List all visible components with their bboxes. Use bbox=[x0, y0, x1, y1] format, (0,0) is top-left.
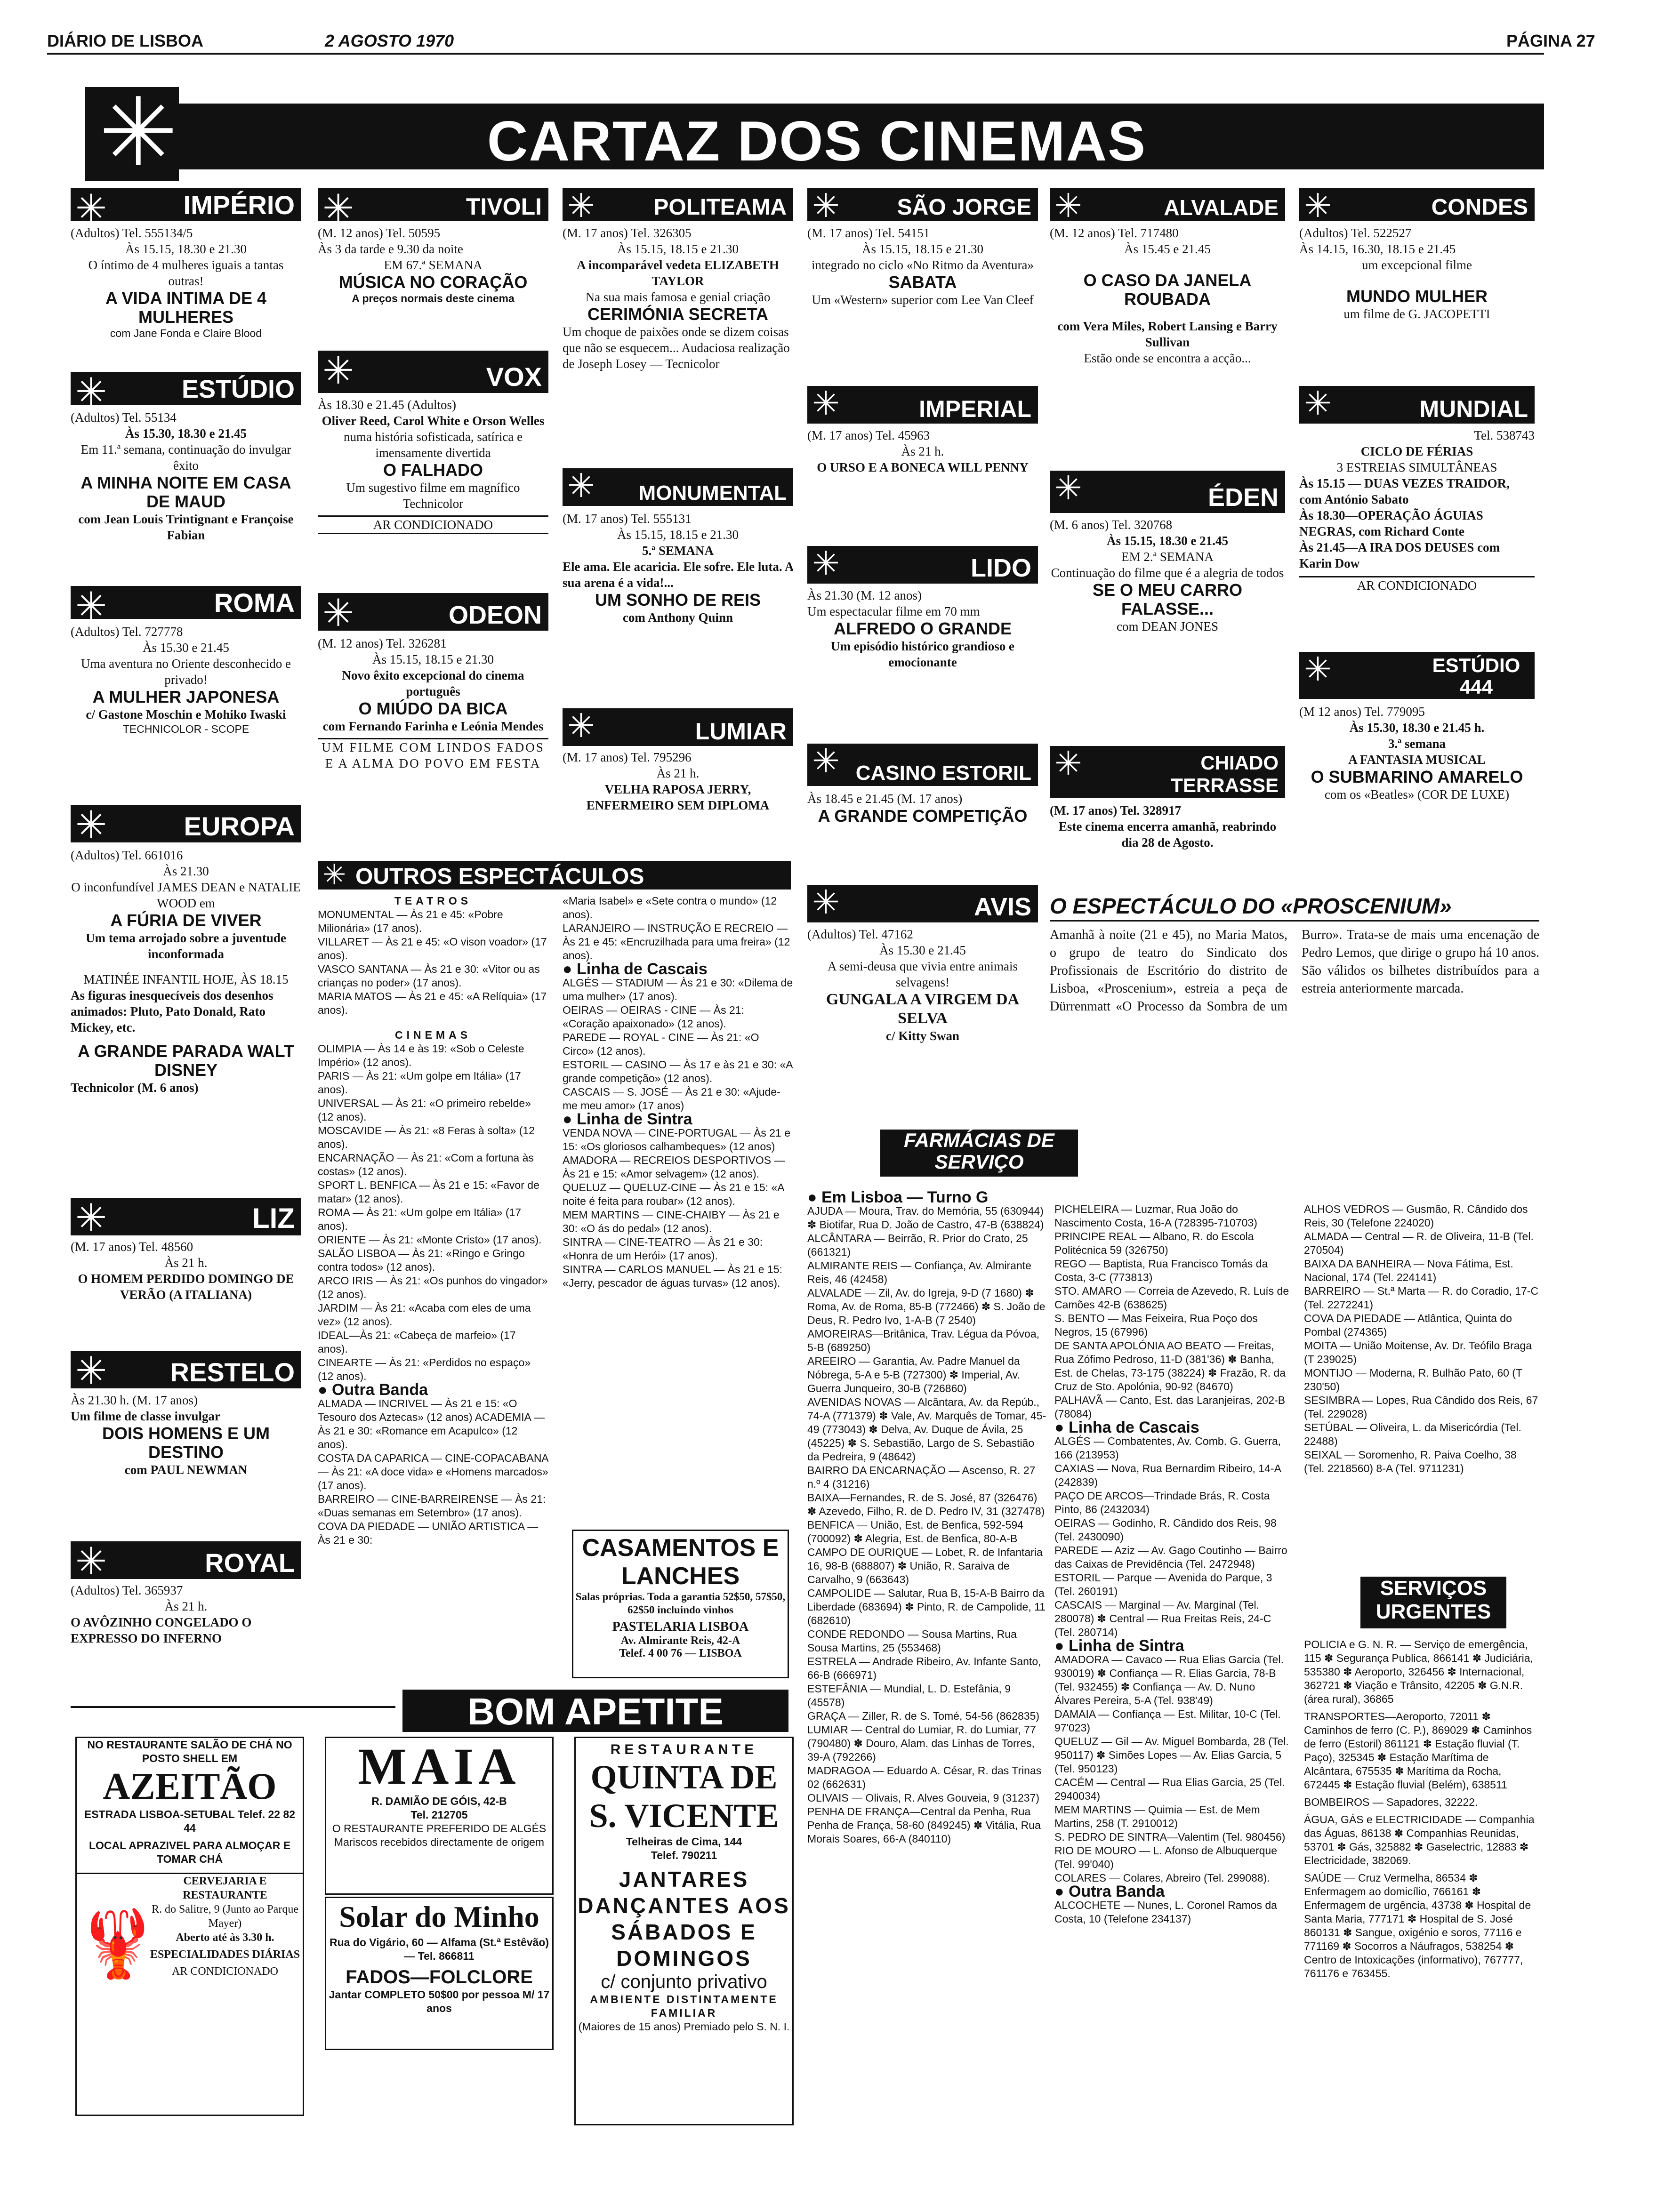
film-title: O CASO DA JANELA ROUBADA bbox=[1083, 271, 1252, 309]
lido-listing: Às 21.30 (M. 12 anos) Um espectacular filme em 70 mm ALFREDO O GRANDE Um episódio histórico grandioso e emocionante bbox=[807, 587, 1038, 724]
proscenium-article: O ESPECTÁCULO DO «PROSCENIUM» Amanhã à noite (21 e 45), no Maria Matos, o grupo de teatro do Sindicato dos Profissionais de Escritório do distrito de Lisboa, «Proscenium», estreia a peça de Dürrenmatt «O Processo da Sombra de um Burro». Trata-se de mais uma encenação de Pedro Lemos, que dirige o grupo há 10 anos. São válidos os bilhetes distribuídos para a estreia anteriormente marcada. bbox=[1050, 892, 1539, 1071]
estudio444-listing: (M 12 anos) Tel. 779095 Às 15.30, 18.30 e 21.45 h. 3.ª semana A FANTASIA MUSICAL O SUBMARINO AMARELO com os «Beatles» (COR DE LUXE) bbox=[1299, 704, 1535, 873]
politeama-header: ✳ POLITEAMA bbox=[563, 188, 793, 221]
lido-header: ✳ LIDO bbox=[807, 546, 1038, 584]
banner-star-box bbox=[85, 78, 179, 187]
page-number: PÁGINA 27 bbox=[1506, 31, 1595, 50]
asterisk-icon: ✳ bbox=[567, 708, 595, 745]
royal-header: ✳ ROYAL bbox=[71, 1541, 301, 1579]
asterisk-icon: ✳ bbox=[812, 546, 840, 583]
film-title: GUNGALA A VIRGEM DA SELVA bbox=[826, 991, 1020, 1027]
solar-minho-ad: Solar do Minho Rua do Vigário, 60 — Alfama (St.ª Estêvão) — Tel. 866811 FADOS—FOLCLORE Jantar COMPLETO 50$00 por pessoa M/ 17 anos bbox=[325, 1897, 554, 2050]
estudio-listing: (Adultos) Tel. 55134 Às 15.30, 18.30 e 21.45 Em 11.ª semana, continuação do invulgar êxito A MINHA NOITE EM CASA DE MAUD com Jean Louis Trintignant e Françoise Fabian bbox=[71, 409, 301, 569]
eden-listing: (M. 6 anos) Tel. 320768 Às 15.15, 18.30 e 21.45 EM 2.ª SEMANA Continuação do filme que é a alegria de todos SE O MEU CARRO FALASSE... com DEAN JONES bbox=[1050, 517, 1285, 724]
roma-header: ✳ ROMA bbox=[71, 586, 301, 619]
imperio-header: ✳ IMPÉRIO bbox=[71, 188, 301, 221]
alvalade-header: ✳ ALVALADE bbox=[1050, 188, 1285, 221]
lumiar-header: ✳ LUMIAR bbox=[563, 708, 793, 746]
apetite-rule bbox=[71, 1706, 395, 1708]
maia-ad: MAIA R. DAMIÃO DE GÓIS, 42-B Tel. 212705 O RESTAURANTE PREFERIDO DE ALGÉS Mariscos recebidos directamente de origem bbox=[325, 1737, 554, 1895]
imperio-listing: (Adultos) Tel. 555134/5 Às 15.15, 18.30 e 21.30 O íntimo de 4 mulheres iguais a tantas outras! A VIDA INTIMA DE 4 MULHERES com Jane Fonda e Claire Blood bbox=[71, 225, 301, 361]
asterisk-icon: ✳ bbox=[322, 351, 354, 393]
casino-header: ✳ CASINO ESTORIL bbox=[807, 744, 1038, 786]
asterisk-icon: ✳ bbox=[322, 861, 346, 890]
liz-header: ✳ LIZ bbox=[71, 1198, 301, 1235]
politeama-listing: (M. 17 anos) Tel. 326305 Às 15.15, 18.15 e 21.30 A incomparável vedeta ELIZABETH TAYLOR Na sua mais famosa e genial criação CERIMÓNIA SECRETA Um choque de paixões onde se dizem coisas que não se esquecem... Audaciosa realização de Joseph Losey — Tecnicolor bbox=[563, 225, 793, 451]
film-title: A GRANDE PARADA WALT DISNEY bbox=[78, 1042, 294, 1080]
farmacias-col3: ALHOS VEDROS — Gusmão, R. Cândido dos Reis, 30 (Telefone 224020) ALMADA — Central — R. de Oliveira, 11-B (Tel. 270504) BAIXA DA BANHEIRA — Nova Fátima, Est. Nacional, 174 (Tel. 224141) BARREIRO — St.ª Marta — R. do Coradio, 17-C (Tel. 2272241) COVA DA PIEDADE — Atlântica, Quinta do Pombal (274365) MOITA — União Moitense, Av. Dr. Teófilo Braga (T 239025) MONTIJO — Moderna, R. Bulhão Pato, 60 (T 230'50) SESIMBRA — Lopes, Rua Cândido dos Reis, 67 (Tel. 229028) SETÚBAL — Oliveira, L. da Misericórdia (Tel. 22488) SEIXAL — Soromenho, R. Paiva Coelho, 38 (Tel. 2218560) 8-A (Tel. 9711231) bbox=[1304, 1203, 1539, 1475]
newspaper-name: DIÁRIO DE LISBOA bbox=[47, 31, 204, 50]
asterisk-icon: ✳ bbox=[567, 188, 595, 221]
chiado-header: ✳ CHIADO TERRASSE bbox=[1050, 746, 1285, 798]
mundial-listing: Tel. 538743 CICLO DE FÉRIAS 3 ESTREIAS SIMULTÂNEAS Às 15.15 — DUAS VEZES TRAIDOR, com António Sabato Às 18.30—OPERAÇÃO ÁGUIAS NEGRAS, com Richard Conte Às 21.45—A IRA DOS DEUSES com Karin Dow AR CONDICIONADO bbox=[1299, 428, 1535, 593]
casamentos-ad: CASAMENTOS E LANCHES Salas próprias. Toda a garantia 52$50, 57$50, 62$50 incluindo vinhos PASTELARIA LISBOA Av. Almirante Reis, 42-A Telef. 4 00 76 — LISBOA bbox=[572, 1530, 789, 1678]
bom-apetite-title: BOM APETITE bbox=[402, 1690, 788, 1732]
asterisk-icon: ✳ bbox=[75, 586, 107, 619]
casino-listing: Às 18.45 e 21.45 (M. 17 anos) A GRANDE COMPETIÇÃO bbox=[807, 791, 1038, 861]
asterisk-icon: ✳ bbox=[75, 1351, 107, 1388]
asterisk-icon: ✳ bbox=[1304, 386, 1332, 423]
asterisk-icon: ✳ bbox=[75, 1541, 107, 1579]
estudio-header: ✳ ESTÚDIO bbox=[71, 372, 301, 405]
film-title: SABATA bbox=[888, 272, 957, 292]
servicos-title: SERVIÇOS URGENTES bbox=[1360, 1577, 1506, 1628]
azeitao-ad: NO RESTAURANTE SALÃO DE CHÁ NO POSTO SHELL EM AZEITÃO ESTRADA LISBOA-SETUBAL Telef. 22 82 44 LOCAL APRAZIVEL PARA ALMOÇAR E TOMAR CHÁ 🦞 CERVEJARIA E RESTAURANTE R. do Salitre, 9 (Junto ao Parque Mayer) Aberto até às 3.30 h. ESPECIALIDADES DIÁRIAS AR CONDICIONADO bbox=[75, 1737, 304, 2116]
asterisk-icon: ✳ bbox=[812, 744, 840, 780]
asterisk-icon: ✳ bbox=[322, 188, 354, 221]
roma-listing: (Adultos) Tel. 727778 Às 15.30 e 21.45 Uma aventura no Oriente desconhecido e privado! A MULHER JAPONESA c/ Gastone Moschin e Mohiko Iwaski TECHNICOLOR - SCOPE bbox=[71, 624, 301, 788]
vox-header: ✳ VOX bbox=[318, 351, 548, 393]
film-title: O URSO E A BONECA WILL PENNY bbox=[817, 460, 1029, 474]
outros-col1: TEATROS MONUMENTAL — Às 21 e 45: «Pobre Milionária» (17 anos). VILLARET — Às 21 e 45: «O vison voador» (17 anos). VASCO SANTANA — Às 21 e 30: «Vitor ou as crianças no poder» (17 anos). MARIA MATOS — Às 21 e 45: «A Relíquia» (17 anos). CINEMAS OLIMPIA — Às 14 e às 19: «Sob o Celeste Império» (12 anos). PARIS — Às 21: «Um golpe em Itália» (17 anos). UNIVERSAL — Às 21: «O primeiro rebelde» (12 anos). MOSCAVIDE — Às 21: «8 Feras à solta» (12 anos). ENCARNAÇÃO — Às 21: «Com a fortuna às costas» (12 anos). SPORT L. BENFICA — Às 21 e 15: «Favor de matar» (12 anos). ROMA — Às 21: «Um golpe em Itália» (17 anos). ORIENTE — Às 21: «Monte Cristo» (17 anos). SALÃO LISBOA — Às 21: «Ringo e Gringo contra todos» (12 anos). ARCO IRIS — Às 21: «Os punhos do vingador» (12 anos). JARDIM — Às 21: «Acaba com eles de uma vez» (12 anos). IDEAL—Às 21: «Cabeça de marfeio» (17 anos). CINEARTE — Às 21: «Perdidos no espaço» (12 anos). ● Outra Banda ALMADA — INCRIVEL — Às 21 e 15: «O Tesouro dos Aztecas» (12 anos) ACADEMIA — Às 21 e 30: «Romance em Acapulco» (12 anos). COSTA DA CAPARICA — CINE-COPACABANA — Às 21: «A doce vida» e «Homens marcados» (17 anos). BARREIRO — CINE-BARREIRENSE — Às 21: «Duas semanas em Setembro» (17 anos). COVA DA PIEDADE — UNIÃO ARTISTICA — Às 21 e 30: bbox=[318, 895, 548, 1546]
asterisk-icon: ✳ bbox=[75, 372, 107, 405]
monumental-header: ✳ MONUMENTAL bbox=[563, 468, 793, 506]
europa-listing: (Adultos) Tel. 661016 Às 21.30 O inconfundível JAMES DEAN e NATALIE WOOD em A FÚRIA DE VIVER Um tema arrojado sobre a juventude inconformada MATINÉE INFANTIL HOJE, ÀS 18.15 As figuras inesquecíveis dos desenhos animados: Pluto, Pato Donald, Rato Mickey, etc. A GRANDE PARADA WALT DISNEY Technicolor (M. 6 anos) bbox=[71, 848, 301, 1095]
film-title: A GRANDE COMPETIÇÃO bbox=[818, 806, 1028, 825]
header-rule bbox=[47, 53, 1544, 55]
avis-listing: (Adultos) Tel. 47162 Às 15.30 e 21.45 A semi-deusa que vivia entre animais selvagens! GUNGALA A VIRGEM DA SELVA c/ Kitty Swan bbox=[807, 926, 1038, 1067]
asterisk-icon: ✳ bbox=[1054, 188, 1082, 221]
asterisk-icon: ✳ bbox=[1054, 471, 1082, 507]
lumiar-listing: (M. 17 anos) Tel. 795296 Às 21 h. VELHA RAPOSA JERRY, ENFERMEIRO SEM DIPLOMA bbox=[563, 749, 793, 843]
asterisk-icon: ✳ bbox=[75, 805, 107, 842]
film-title: UM SONHO DE REIS bbox=[595, 590, 761, 609]
outros-header: ✳ OUTROS ESPECTÁCULOS bbox=[318, 861, 791, 890]
film-title: A VIDA INTIMA DE 4 MULHERES bbox=[105, 289, 267, 327]
film-title: A FÚRIA DE VIVER bbox=[110, 911, 262, 930]
chiado-listing: (M. 17 anos) Tel. 328917 Este cinema encerra amanhã, reabrindo dia 28 de Agosto. bbox=[1050, 803, 1277, 850]
asterisk-icon: ✳ bbox=[75, 1198, 107, 1235]
quinta-vicente-ad: RESTAURANTE QUINTA DE S. VICENTE Telheiras de Cima, 144 Telef. 790211 JANTARES DANÇANTES AOS SÁBADOS E DOMINGOS c/ conjunto privativo AMBIENTE DISTINTAMENTE FAMILIAR (Maiores de 15 anos) Premiado pelo S. N. I. bbox=[574, 1737, 794, 2125]
film-title: A MINHA NOITE EM CASA DE MAUD bbox=[80, 473, 291, 511]
mundial-header: ✳ MUNDIAL bbox=[1299, 386, 1535, 424]
saojorge-listing: (M. 17 anos) Tel. 54151 Às 15.15, 18.15 e 21.30 integrado no ciclo «No Ritmo da Aventura» SABATA Um «Western» superior com Lee Van Cleef bbox=[807, 225, 1038, 380]
tivoli-listing: (M. 12 anos) Tel. 50595 Às 3 da tarde e 9.30 da noite EM 67.ª SEMANA MÚSICA NO CORAÇÃO A preços normais deste cinema bbox=[318, 225, 548, 343]
asterisk-icon: ✳ bbox=[1304, 188, 1332, 221]
farmacias-col1: ● Em Lisboa — Turno G AJUDA — Moura, Trav. do Memória, 55 (630944) ✽ Biotifar, Rua D. João de Castro, 47-B (638824) ALCÂNTARA — Beirrão, R. Prior do Crato, 25 (661321) ALMIRANTE REIS — Confiança, Av. Almirante Reis, 46 (42458) ALVALADE — Zil, Av. do Igreja, 9-D (7 1680) ✽ Roma, Av. de Roma, 85-B (772466) ✽ S. João de Deus, R. Pedro Ivo, 1-A-B (7 2540) AMOREIRAS—Britânica, Trav. Légua da Póvoa, 5-B (689250) AREEIRO — Garantia, Av. Padre Manuel da Nóbrega, 5-A e 5-B (727300) ✽ Imperial, Av. Guerra Junqueiro, 30-B (726860) AVENIDAS NOVAS — Alcântara, Av. da Repúb., 74-A (771379) ✽ Vale, Av. Marquês de Tomar, 45-49 (773043) ✽ Delva, Av. Duque de Ávila, 25 (45225) ✽ S. Sebastião, Largo de S. Sebastião da Pedreira, 9 (48642) BAIRRO DA ENCARNAÇÃO — Ascenso, R. 27 n.º 4 (31216) BAIXA—Fernandes, R. de S. José, 87 (326476) ✽ Azevedo, Filho, R. de D. Pedro IV, 31 (327478) BENFICA — União, Est. de Benfica, 592-594 (700092) ✽ Alegria, Est. de Benfica, 80-A-B CAMPO DE OURIQUE — Lobet, R. de Infantaria 16, 98-B (688807) ✽ União, R. Saraiva de Carvalho, 9 (663643) CAMPOLIDE — Salutar, Rua B, 15-A-B Bairro da Liberdade (683694) ✽ Pinto, R. de Campolide, 11 (682610) CONDE REDONDO — Sousa Martins, Rua Sousa Martins, 25 (553468) ESTRELA — Andrade Ribeiro, Av. Infante Santo, 66-B (666971) ESTEFÂNIA — Mundial, L. D. Estefânia, 9 (45578) GRAÇA — Ziller, R. de S. Tomé, 54-56 (862835) LUMIAR — Central do Lumiar, R. do Lumiar, 77 (790480) ✽ Douro, Alam. das Linhas de Torres, 39-A (792266) MADRAGOA — Eduardo A. César, R. das Trinas 02 (662631) OLIVAIS — Olivais, R. Alves Gouveia, 9 (31237) PENHA DE FRANÇA—Central da Penha, Rua Penha de França, 58-60 (849245) ✽ Vitália, Rua Morais Soares, 66-A (840110) bbox=[807, 1191, 1046, 1845]
eden-header: ✳ ÉDEN bbox=[1050, 471, 1285, 513]
outros-col2: «Maria Isabel» e «Sete contra o mundo» (12 anos). LARANJEIRO — INSTRUÇÃO E RECREIO — Às 21 e 45: «Encruzilhada para uma freira» (12 anos). ● Linha de Cascais ALGÉS — STADIUM — Às 21 e 30: «Dilema de uma mulher» (17 anos). OEIRAS — OEIRAS - CINE — Às 21: «Coração apaixonado» (12 anos). PAREDE — ROYAL - CINE — Às 21: «O Circo» (12 anos). ESTORIL — CASINO — Às 17 e às 21 e 30: «A grande competição» (12 anos). CASCAIS — S. JOSÉ — Às 21 e 30: «Ajude-me meu amor» (17 anos) ● Linha de Sintra VENDA NOVA — CINE-PORTUGAL — Às 21 e 15: «Os gloriosos calhambeques» (12 anos) AMADORA — RECREIOS DESPORTIVOS — Às 21 e 15: «Amor selvagem» (12 anos). QUELUZ — QUELUZ-CINE — Às 21 e 15: «A noite é feita para roubar» (12 anos). MEM MARTINS — CINE-CHAIBY — Às 21 e 30: «O ás do pedal» (12 anos). SINTRA — CINE-TEATRO — Às 21 e 30: «Honra de um Herói» (17 anos). SINTRA — CARLOS MANUEL — Às 21 e 15: «Jerry, pescador de águas turvas» (12 anos). bbox=[563, 895, 793, 1289]
condes-listing: (Adultos) Tel. 522527 Às 14.15, 16.30, 18.15 e 21.45 um excepcional filme MUNDO MULHER um filme de G. JACOPETTI bbox=[1299, 225, 1535, 366]
film-title: O SUBMARINO AMARELO bbox=[1311, 767, 1523, 786]
film-title: DOIS HOMENS E UM DESTINO bbox=[102, 1424, 270, 1462]
restelo-listing: Às 21.30 h. (M. 17 anos) Um filme de classe invulgar DOIS HOMENS E UM DESTINO com PAUL NEWMAN bbox=[71, 1392, 301, 1510]
monumental-listing: (M. 17 anos) Tel. 555131 Às 15.15, 18.15 e 21.30 5.ª SEMANA Ele ama. Ele acaricia. Ele sofre. Ele luta. A sua arena é a vida!... UM SONHO DE REIS com Anthony Quinn bbox=[563, 512, 793, 625]
film-title: VELHA RAPOSA JERRY, ENFERMEIRO SEM DIPLOMA bbox=[586, 782, 770, 812]
odeon-header: ✳ ODEON bbox=[318, 593, 548, 631]
imperial-listing: (M. 17 anos) Tel. 45963 Às 21 h. O URSO E A BONECA WILL PENNY bbox=[807, 427, 1038, 521]
saojorge-header: ✳ SÃO JORGE bbox=[807, 188, 1038, 221]
avis-header: ✳ AVIS bbox=[807, 885, 1038, 922]
royal-listing: (Adultos) Tel. 365937 Às 21 h. O AVÔZINHO CONGELADO O EXPRESSO DO INFERNO bbox=[71, 1582, 301, 1676]
film-title: ALFREDO O GRANDE bbox=[834, 619, 1012, 638]
banner-title: CARTAZ DOS CINEMAS bbox=[487, 110, 1147, 169]
film-title: MUNDO MULHER bbox=[1346, 287, 1488, 306]
cartaz-banner bbox=[89, 104, 1544, 169]
film-title: MÚSICA NO CORAÇÃO bbox=[338, 272, 528, 292]
asterisk-icon: ✳ bbox=[812, 386, 840, 423]
asterisk-icon: ✳ bbox=[322, 593, 354, 631]
film-title: O HOMEM PERDIDO DOMINGO DE VERÃO (A ITALIANA) bbox=[78, 1272, 294, 1302]
issue-date: 2 AGOSTO 1970 bbox=[325, 31, 454, 50]
estudio444-header: ✳ ESTÚDIO 444 bbox=[1299, 652, 1535, 699]
servicos-list: POLICIA e G. N. R. — Serviço de emergência, 115 ✽ Segurança Publica, 866141 ✽ Judiciária, 535380 ✽ Aeroporto, 326456 ✽ Internacional, 362721 ✽ Viação e Trânsito, 42205 ✽ G.N.R. (área rural), 36865 TRANSPORTES—Aeroporto, 72011 ✽ Caminhos de ferro (C. P.), 869029 ✽ Caminhos de ferro (Estoril) 861121 ✽ Estação fluvial (T. Paço), 325345 ✽ Estação Marítima de Alcântara, 675535 ✽ Marítima da Rocha, 672445 ✽ Estação fluvial (Belém), 638511 BOMBEIROS — Sapadores, 32222. ÁGUA, GÁS e ELECTRICIDADE — Companhia das Águas, 86138 ✽ Companhias Reunidas, 53701 ✽ Gás, 325882 ✽ Gaselectric, 12883 ✽ Electricidade, 382069. SAÚDE — Cruz Vermelha, 86534 ✽ Enfermagem ao domicílio, 766161 ✽ Enfermagem de urgência, 43738 ✽ Hospital de Santa Maria, 777171 ✽ Hospital de S. José 860131 ✽ Sangue, oxigénio e soros, 77116 e 771169 ✽ Socorros a Náufragos, 538254 ✽ Centro de Intoxicações (informativo), 767777, 761176 e 763455. bbox=[1304, 1638, 1535, 1980]
condes-header: ✳ CONDES bbox=[1299, 188, 1535, 221]
asterisk-icon: ✳ bbox=[1054, 746, 1082, 783]
film-title: CERIMÓNIA SECRETA bbox=[587, 305, 768, 324]
asterisk-icon: ✳ bbox=[567, 468, 595, 505]
odeon-listing: (M. 12 anos) Tel. 326281 Às 15.15, 18.15 e 21.30 Novo êxito excepcional do cinema português O MIÚDO DA BICA com Fernando Farinha e Leónia Mendes UM FILME COM LINDOS FADOS E A ALMA DO POVO EM FESTA bbox=[318, 635, 548, 838]
film-title: O AVÔZINHO CONGELADO O EXPRESSO DO INFERNO bbox=[71, 1615, 252, 1645]
asterisk-icon: ✳ bbox=[812, 885, 840, 922]
asterisk-icon: ✳ bbox=[99, 78, 178, 187]
lobster-icon: 🦞 bbox=[77, 1908, 159, 1981]
film-title: A MULHER JAPONESA bbox=[92, 687, 280, 706]
film-title: O FALHADO bbox=[383, 460, 483, 480]
film-title: SE O MEU CARRO FALASSE... bbox=[1092, 580, 1243, 618]
tivoli-header: ✳ TIVOLI bbox=[318, 188, 548, 221]
asterisk-icon: ✳ bbox=[1304, 652, 1332, 689]
europa-header: ✳ EUROPA bbox=[71, 805, 301, 842]
asterisk-icon: ✳ bbox=[812, 188, 840, 221]
liz-listing: (M. 17 anos) Tel. 48560 Às 21 h. O HOMEM PERDIDO DOMINGO DE VERÃO (A ITALIANA) bbox=[71, 1239, 301, 1342]
restelo-header: ✳ RESTELO bbox=[71, 1351, 301, 1388]
film-title: O MIÚDO DA BICA bbox=[358, 699, 508, 718]
farmacias-col2: PICHELEIRA — Luzmar, Rua João do Nascimento Costa, 16-A (728395-710703) PRINCIPE REAL — Albano, R. do Escola Politécnica 59 (326750) REGO — Baptista, Rua Francisco Tomás da Costa, 3-C (773813) STO. AMARO — Correia de Azevedo, R. Luís de Camões 42-B (638625) S. BENTO — Mas Feixeira, Rua Poço dos Negros, 15 (67996) DE SANTA APOLÓNIA AO BEATO — Freitas, Rua Zófimo Pedroso, 11-D (381'36) ✽ Banha, Est. de Chelas, 73-175 (38224) ✽ Frazão, R. da Cruz de Sto. Apolónia, 90-92 (84670) PALHAVÃ — Canto, Est. das Laranjeiras, 202-B (78084) ● Linha de Cascais ALGÉS — Combatentes, Av. Comb. G. Guerra, 166 (213953) CAXIAS — Nova, Rua Bernardim Ribeiro, 14-A (242839) PAÇO DE ARCOS—Trindade Brás, R. Costa Pinto, 86 (2432034) OEIRAS — Godinho, R. Cândido dos Reis, 98 (Tel. 2430090) PAREDE — Aziz — Av. Gago Coutinho — Bairro das Caixas de Previdência (Tel. 2472948) ESTORIL — Parque — Avenida do Parque, 3 (Tel. 260191) CASCAIS — Marginal — Av. Marginal (Tel. 280078) ✽ Central — Rua Freitas Reis, 24-C (Tel. 280714) ● Linha de Sintra AMADORA — Cavaco — Rua Elias Garcia (Tel. 930019) ✽ Confiança — R. Elias Garcia, 78-B (Tel. 932455) ✽ Confiança — Av. D. Nuno Álvares Pereira, 5-A (Tel. 938'49) DAMAIA — Confiança — Est. Militar, 10-C (Tel. 97'023) QUELUZ — Gil — Av. Miguel Bombarda, 28 (Tel. 950117) ✽ Simões Lopes — Av. Elias Garcia, 5 (Tel. 950123) CACÉM — Central — Rua Elias Garcia, 25 (Tel. 2940034) MEM MARTINS — Quimia — Est. de Mem Martins, 258 (T. 2910012) S. PEDRO DE SINTRA—Valentim (Tel. 980456) RIO DE MOURO — L. Afonso de Albuquerque (Tel. 99'040) COLARES — Colares, Abreiro (Tel. 299088). ● Outra Banda ALCOCHETE — Nunes, L. Coronel Ramos da Costa, 10 (Telefone 234137) bbox=[1054, 1203, 1289, 1925]
alvalade-listing: (M. 12 anos) Tel. 717480 Às 15.45 e 21.45 O CASO DA JANELA ROUBADA com Vera Miles, Robert Lansing e Barry Sullivan Estão onde se encontra a acção... bbox=[1050, 225, 1285, 451]
asterisk-icon: ✳ bbox=[75, 188, 107, 221]
farmacias-title: FARMÁCIAS DE SERVIÇO bbox=[880, 1130, 1078, 1177]
vox-listing: Às 18.30 e 21.45 (Adultos) Oliver Reed, Carol White e Orson Welles numa história sofisticada, satírica e imensamente divertida O FALHADO Um sugestivo filme em magnífico Technicolor AR CONDICIONADO bbox=[318, 397, 548, 580]
imperial-header: ✳ IMPERIAL bbox=[807, 386, 1038, 424]
